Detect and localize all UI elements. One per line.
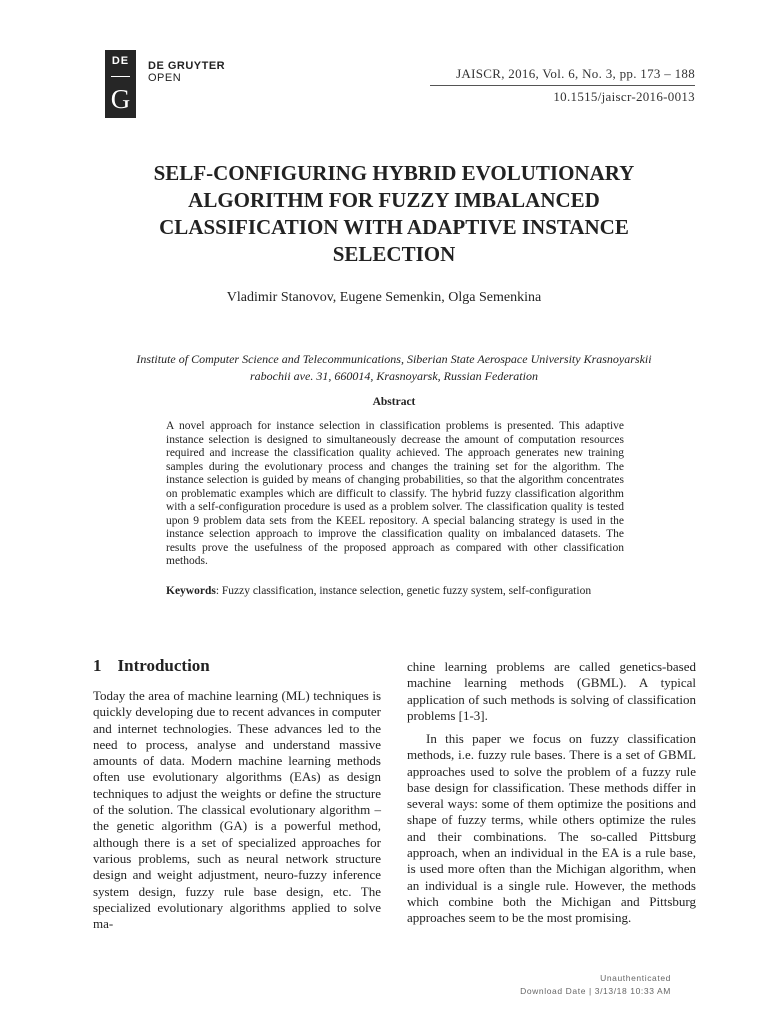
footer-auth-status: Unauthenticated [600, 973, 671, 983]
header-rule [430, 85, 695, 86]
abstract-heading: Abstract [372, 396, 416, 408]
publisher-name [148, 60, 225, 84]
keywords-text: : Fuzzy classification, instance selection, genetic fuzzy system, self-configuration [215, 585, 592, 597]
affiliation: Institute of Computer Science and Telecommunications, Siberian State Aerospace University Krasnoyarskii rabochii ave. 31, 660014, Krasnoyarsk, Russian Federation [136, 352, 652, 383]
section-heading [93, 656, 210, 676]
authors: Vladimir Stanovov, Eugene Semenkin, Olga Semenkina [226, 290, 542, 305]
section-title: Introduction [117, 656, 210, 675]
body-paragraph-right-2: In this paper we focus on fuzzy classification methods, i.e. fuzzy rule bases. There is a set of GBML approaches used to solve the problem of a fuzzy rule base design for classification. These methods differ in several ways: some of them optimize the positions and shape of fuzzy terms, while others optimize the rules and their combinations. The so-called Pittsburg approach, when an individual in the EA is a rule base, is used more often than the Michigan algorithm, when an individual is a single rule. However, the methods which combine both the Michigan and Pittsburg approaches seem to be the most promising. [407, 731, 696, 926]
logo-de-text: DE [111, 55, 130, 67]
footer-download-date: Download Date | 3/13/18 10:33 AM [520, 986, 671, 996]
journal-reference: JAISCR, 2016, Vol. 6, No. 3, pp. 173 – 188 [456, 66, 695, 81]
logo-g-text: G [110, 84, 131, 114]
keywords [166, 585, 646, 597]
doi: 10.1515/jaiscr-2016-0013 [553, 89, 695, 104]
publisher-name-line1: DE GRUYTER [148, 60, 226, 72]
logo-divider [111, 76, 130, 77]
publisher-name-line2: OPEN [148, 72, 182, 84]
body-paragraph-left: Today the area of machine learning (ML) techniques is quickly developing due to recent advances in computer and internet technologies. These advances led to the need to process, analyse and understand massive amounts of data. Modern machine learning methods often use evolutionary algorithms (EAs) as design techniques to adjust the weights or define the structure of the solution. The classical evolutionary algorithm – the genetic algorithm (GA) is a powerful method, although there is a set of specialized approaches for various problems, such as neural network structure design and weight adjustment, neuro-fuzzy inference system design, fuzzy rule base design, etc. The specialized evolutionary algorithms applied to solve ma- [93, 688, 381, 932]
publisher-logo [105, 50, 136, 118]
body-paragraph-right-1: chine learning problems are called genetics-based machine learning methods (GBML). A typical application of such methods is solving of classification problems [1-3]. [407, 659, 696, 723]
abstract-text: A novel approach for instance selection in classification problems is presented. This adaptive instance selection is designed to simultaneously decrease the amount of computation resources required and increase the classification quality achieved. The approach generates new training samples during the evolutionary process and changes the training set for the algorithm. The instance selection is guided by means of changing probabilities, so that the algorithm concentrates on problematic examples which are difficult to classify. The hybrid fuzzy classification algorithm with a self-configuration procedure is used as a problem solver. The classification quality is tested upon 9 problem data sets from the KEEL repository. A special balancing strategy is used in the instance selection approach to improve the classification quality on imbalanced datasets. The results prove the usefulness of the proposed approach as compared with other classification methods. [166, 420, 624, 567]
download-footer [520, 972, 671, 998]
paper-title: SELF-CONFIGURING HYBRID EVOLUTIONARY ALGORITHM FOR FUZZY IMBALANCED CLASSIFICATION WITH ADAPTIVE INSTANCE SELECTION [153, 161, 635, 266]
section-number: 1 [93, 656, 102, 675]
keywords-label: Keywords [166, 585, 216, 597]
